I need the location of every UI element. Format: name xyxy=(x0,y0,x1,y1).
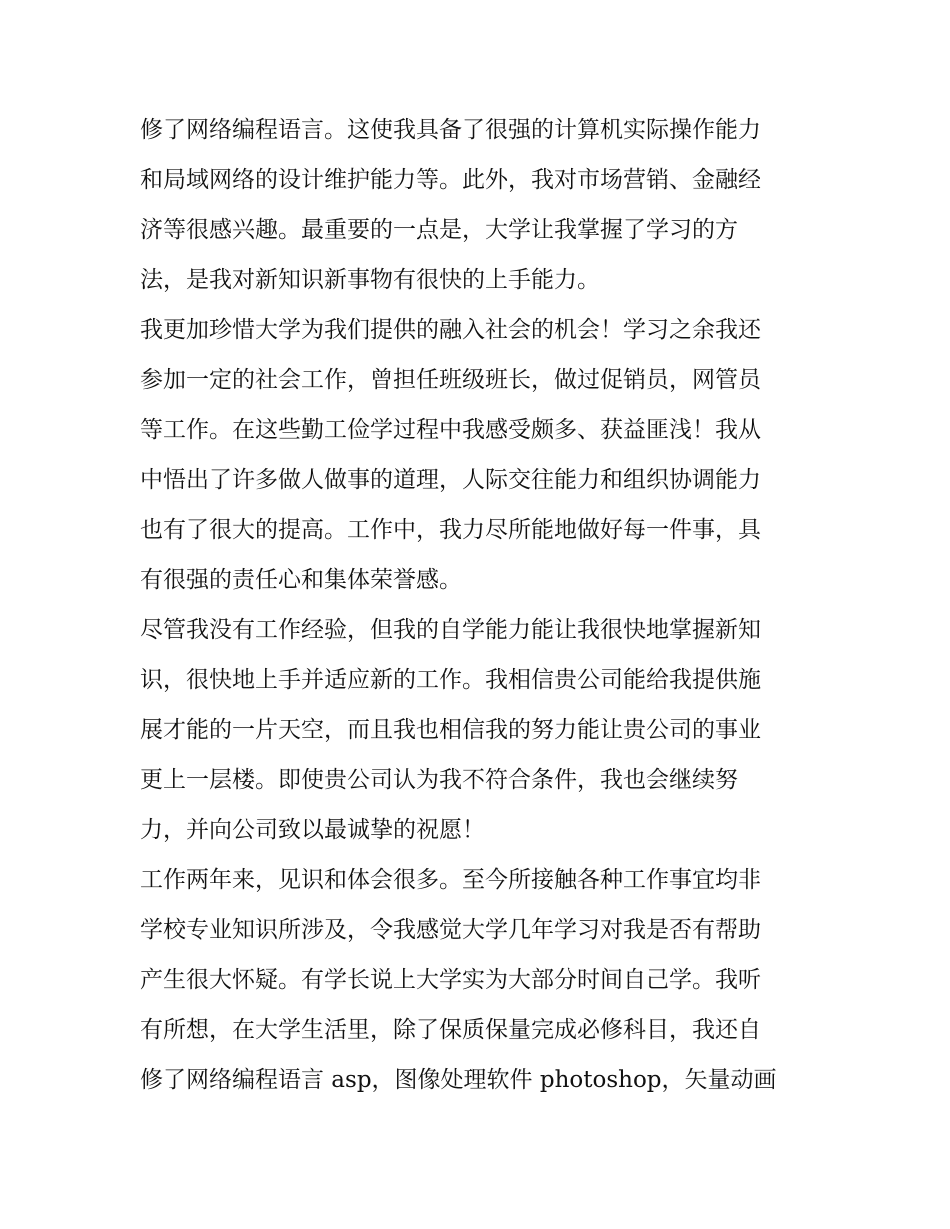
paragraph-3 xyxy=(140,605,820,855)
paragraph-2 xyxy=(140,305,820,605)
text-line: 识，很快地上手并适应新的工作。我相信贵公司能给我提供施 xyxy=(140,667,761,693)
text-line: 工作两年来，见识和体会很多。至今所接触各种工作事宜均非 xyxy=(140,867,761,893)
text-line: 更上一层楼。即使贵公司认为我不符合条件，我也会继续努 xyxy=(140,767,738,793)
text-line: 尽管我没有工作经验，但我的自学能力能让我很快地掌握新知 xyxy=(140,617,761,643)
paragraph-1 xyxy=(140,105,820,305)
text-line: 有所想，在大学生活里，除了保质保量完成必修科目，我还自 xyxy=(140,1017,761,1043)
text-line: 展才能的一片天空，而且我也相信我的努力能让贵公司的事业 xyxy=(140,717,761,743)
text-line: 中悟出了许多做人做事的道理，人际交往能力和组织协调能力 xyxy=(140,467,761,493)
text-line: 和局域网络的设计维护能力等。此外，我对市场营销、金融经 xyxy=(140,167,761,193)
text-line: 我更加珍惜大学为我们提供的融入社会的机会！学习之余我还 xyxy=(140,317,761,343)
text-line: 修了网络编程语言 asp，图像处理软件 photoshop，矢量动画 xyxy=(140,1067,777,1093)
text-line: 参加一定的社会工作，曾担任班级班长，做过促销员，网管员 xyxy=(140,367,761,393)
text-line: 学校专业知识所涉及，令我感觉大学几年学习对我是否有帮助 xyxy=(140,917,761,943)
text-line: 修了网络编程语言。这使我具备了很强的计算机实际操作能力 xyxy=(140,117,761,143)
text-line: 有很强的责任心和集体荣誉感。 xyxy=(140,567,462,593)
text-line: 济等很感兴趣。最重要的一点是，大学让我掌握了学习的方 xyxy=(140,217,738,243)
text-line: 也有了很大的提高。工作中，我力尽所能地做好每一件事，具 xyxy=(140,517,761,543)
document-body xyxy=(140,105,820,1105)
text-line: 产生很大怀疑。有学长说上大学实为大部分时间自己学。我听 xyxy=(140,967,761,993)
text-line: 等工作。在这些勤工俭学过程中我感受颇多、获益匪浅！我从 xyxy=(140,417,761,443)
text-line: 法，是我对新知识新事物有很快的上手能力。 xyxy=(140,267,600,293)
text-line: 力，并向公司致以最诚挚的祝愿！ xyxy=(140,817,485,843)
paragraph-4 xyxy=(140,855,820,1105)
